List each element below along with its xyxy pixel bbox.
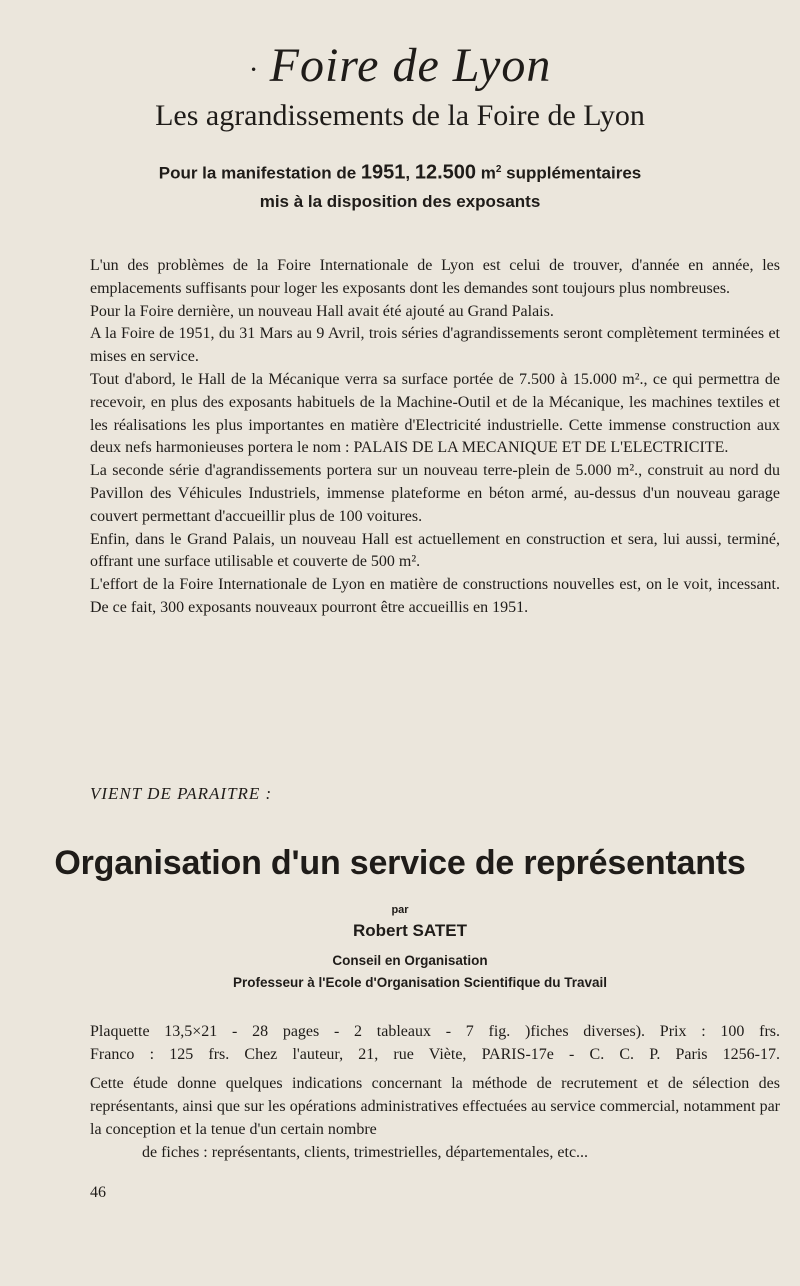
by-label: par: [391, 904, 409, 916]
article-title: Les agrandissements de la Foire de Lyon: [155, 99, 645, 132]
details-line-1: Plaquette 13,5×21 - 28 pages - 2 tableaux - 7 fig. )fiches diverses). Prix : 100 frs.: [90, 1023, 780, 1040]
paragraph: La seconde série d'agrandissements portera sur un nouveau terre-plein de 5.000 m²., construit au nord du Pavillon des Véhicules Industriels, immense plateforme en béton armé, au-dessus d'un nouveau garage couvert permettant d'accueillir plus de 100 voitures.: [90, 462, 780, 525]
paragraph: L'effort de la Foire Internationale de Lyon en matière de constructions nouvelles est, on le voit, incessant. De ce fait, 300 exposants nouveaux pourront être accueillis en 1951.: [90, 576, 780, 616]
details-line-2: Franco : 125 frs. Chez l'auteur, 21, rue Viète, PARIS-17e - C. C. P. Paris 1256-17.: [90, 1046, 780, 1063]
subhead-unit: m: [476, 163, 496, 183]
book-title: Organisation d'un service de représentants: [54, 844, 746, 882]
announcement-label: VIENT DE PARAITRE :: [90, 784, 273, 803]
subhead-year: 1951: [360, 161, 406, 184]
header-dot: ·: [248, 52, 260, 86]
subhead-separator: ,: [405, 163, 415, 183]
subhead-text: Pour la manifestation de: [158, 163, 361, 183]
paragraph: Enfin, dans le Grand Palais, un nouveau Hall est actuellement en construction et sera, lui aussi, terminé, offrant une surface utilisable et couverte de 500 m².: [90, 530, 780, 571]
paragraph: L'un des problèmes de la Foire Internationale de Lyon est celui de trouver, d'année en année, les emplacements suffisants pour loger les exposants dont les demandes sont toujours plus nombreuses.: [90, 257, 780, 297]
paragraph: A la Foire de 1951, du 31 Mars au 9 Avril, trois séries d'agrandissements seront complètement terminées et mises en service.: [90, 325, 780, 366]
author-role-2: Professeur à l'Ecole d'Organisation Scientifique du Travail: [232, 975, 608, 990]
subhead-line-1: [120, 156, 680, 188]
description-end: de fiches : représentants, clients, trimestrielles, départementales, etc...: [142, 1144, 589, 1161]
subhead-exponent: 2: [495, 164, 502, 175]
book-details: [90, 1020, 780, 1066]
subhead-area: 12.500: [414, 161, 477, 184]
paragraph: Tout d'abord, le Hall de la Mécanique verra sa surface portée de 7.500 à 15.000 m²., ce qui permettra de recevoir, en plus des exposants habituels de la Machine-Outil et de la Mécanique, les machines textiles et les réalisations les plus importantes en matière d'Electricité industrielle. Cette immense construction aux deux nefs harmonieuses portera le nom : PALAIS DE LA MECANIQUE ET DE L'ELECTRICITE.: [90, 370, 780, 457]
section-title: Foire de Lyon: [269, 39, 552, 92]
author-block: [0, 902, 800, 994]
author-role-1: Conseil en Organisation: [332, 953, 488, 968]
article-subhead: [120, 156, 680, 216]
description-text: Cette étude donne quelques indications concernant la méthode de recrutement et de sélection des représentants, ainsi que sur les opérations administratives effectuées au service commercial, notamment par la conception et la tenue d'un certain nombre: [90, 1075, 780, 1138]
subhead-line-2: mis à la disposition des exposants: [259, 191, 541, 211]
paragraph: Pour la Foire dernière, un nouveau Hall avait été ajouté au Grand Palais.: [90, 302, 554, 320]
book-description: [90, 1072, 780, 1164]
page-number: 46: [90, 1184, 106, 1201]
article-body: [90, 255, 780, 620]
subhead-text-2: supplémentaires: [501, 163, 642, 183]
author-name: Robert SATET: [353, 921, 467, 940]
section-header: [0, 36, 800, 100]
